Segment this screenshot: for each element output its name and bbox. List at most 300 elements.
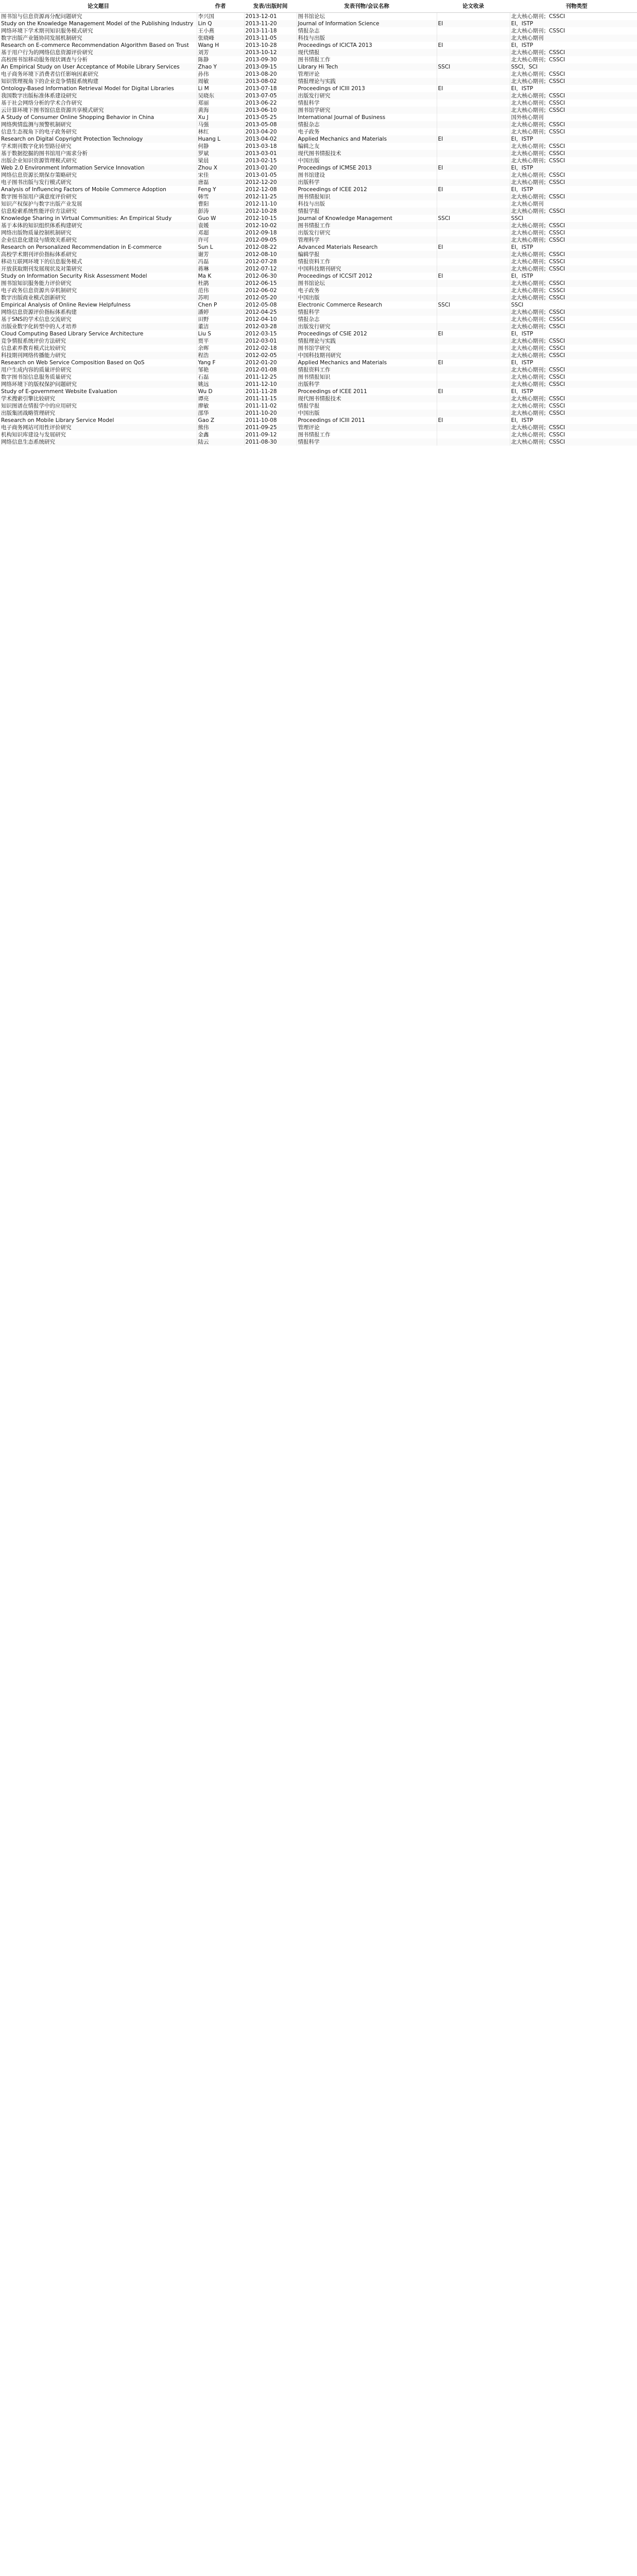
cell-index[interactable]: EI bbox=[437, 135, 510, 143]
cell-date[interactable]: 2013-09-30 bbox=[244, 56, 297, 63]
cell-venue[interactable]: 情报理论与实践 bbox=[297, 78, 437, 85]
cell-author[interactable]: Gao Z bbox=[197, 417, 244, 424]
cell-index[interactable] bbox=[437, 92, 510, 99]
cell-title[interactable]: 图书馆与信息资源再分配问题研究 bbox=[0, 13, 197, 21]
cell-venue[interactable]: 电子政务 bbox=[297, 287, 437, 294]
cell-title[interactable]: 基于本体的知识组织体系构建研究 bbox=[0, 222, 197, 229]
table-row[interactable] bbox=[0, 251, 637, 258]
cell-date[interactable]: 2012-06-15 bbox=[244, 280, 297, 287]
cell-title[interactable]: 出版业数字化转型中的人才培养 bbox=[0, 323, 197, 330]
cell-date[interactable]: 2013-03-01 bbox=[244, 150, 297, 157]
cell-index[interactable] bbox=[437, 287, 510, 294]
cell-type[interactable]: 北大核心期刊；CSSCI bbox=[510, 208, 637, 215]
cell-date[interactable]: 2012-01-20 bbox=[244, 359, 297, 366]
cell-venue[interactable]: Proceedings of ICMSE 2013 bbox=[297, 164, 437, 172]
cell-index[interactable] bbox=[437, 402, 510, 410]
cell-type[interactable]: 北大核心期刊；CSSCI bbox=[510, 49, 637, 56]
cell-venue[interactable]: 情报科学 bbox=[297, 309, 437, 316]
cell-venue[interactable]: Journal of Knowledge Management bbox=[297, 215, 437, 222]
header-title[interactable]: 论文题目 bbox=[0, 0, 197, 13]
table-row[interactable] bbox=[0, 107, 637, 114]
table-row[interactable] bbox=[0, 388, 637, 395]
cell-date[interactable]: 2012-04-10 bbox=[244, 316, 297, 323]
table-row[interactable] bbox=[0, 42, 637, 49]
cell-title[interactable]: 学术期刊数字化转型路径研究 bbox=[0, 143, 197, 150]
cell-date[interactable]: 2012-07-28 bbox=[244, 258, 297, 265]
table-row[interactable] bbox=[0, 128, 637, 135]
cell-index[interactable] bbox=[437, 352, 510, 359]
cell-index[interactable]: EI bbox=[437, 186, 510, 193]
table-row[interactable] bbox=[0, 222, 637, 229]
cell-author[interactable]: 谭亮 bbox=[197, 395, 244, 402]
cell-author[interactable]: Guo W bbox=[197, 215, 244, 222]
cell-type[interactable]: 北大核心期刊 bbox=[510, 200, 637, 208]
cell-author[interactable]: 曹阳 bbox=[197, 200, 244, 208]
table-row[interactable] bbox=[0, 49, 637, 56]
table-row[interactable] bbox=[0, 35, 637, 42]
cell-author[interactable]: 谢芳 bbox=[197, 251, 244, 258]
cell-index[interactable]: EI bbox=[437, 388, 510, 395]
table-row[interactable] bbox=[0, 85, 637, 92]
cell-title[interactable]: Ontology-Based Information Retrieval Model for Digital Libraries bbox=[0, 85, 197, 92]
cell-venue[interactable]: 科技与出版 bbox=[297, 200, 437, 208]
cell-index[interactable] bbox=[437, 157, 510, 164]
cell-index[interactable] bbox=[437, 316, 510, 323]
cell-type[interactable]: EI，ISTP bbox=[510, 388, 637, 395]
cell-type[interactable]: 北大核心期刊；CSSCI bbox=[510, 431, 637, 438]
cell-author[interactable]: 王小燕 bbox=[197, 27, 244, 35]
cell-author[interactable]: 潘婷 bbox=[197, 309, 244, 316]
cell-author[interactable]: 冯磊 bbox=[197, 258, 244, 265]
cell-date[interactable]: 2012-06-30 bbox=[244, 273, 297, 280]
header-author[interactable]: 作者 bbox=[197, 0, 244, 13]
cell-author[interactable]: 姚远 bbox=[197, 381, 244, 388]
cell-index[interactable] bbox=[437, 27, 510, 35]
cell-author[interactable]: 邵华 bbox=[197, 410, 244, 417]
cell-index[interactable] bbox=[437, 309, 510, 316]
cell-index[interactable]: EI bbox=[437, 164, 510, 172]
cell-author[interactable]: Wang H bbox=[197, 42, 244, 49]
cell-author[interactable]: 田野 bbox=[197, 316, 244, 323]
cell-index[interactable] bbox=[437, 114, 510, 121]
cell-author[interactable]: 周敏 bbox=[197, 78, 244, 85]
cell-author[interactable]: 余晖 bbox=[197, 345, 244, 352]
table-row[interactable] bbox=[0, 402, 637, 410]
cell-venue[interactable]: Applied Mechanics and Materials bbox=[297, 359, 437, 366]
cell-venue[interactable]: Proceedings of ICIII 2013 bbox=[297, 85, 437, 92]
cell-title[interactable]: Web 2.0 Environment Information Service Innovation bbox=[0, 164, 197, 172]
cell-date[interactable]: 2011-11-15 bbox=[244, 395, 297, 402]
cell-date[interactable]: 2011-11-02 bbox=[244, 402, 297, 410]
cell-type[interactable]: 北大核心期刊；CSSCI bbox=[510, 236, 637, 244]
cell-title[interactable]: 知识图谱在情报学中的应用研究 bbox=[0, 402, 197, 410]
cell-title[interactable]: Research on Personalized Recommendation in E-commerce bbox=[0, 244, 197, 251]
cell-date[interactable]: 2013-07-05 bbox=[244, 92, 297, 99]
cell-date[interactable]: 2011-12-25 bbox=[244, 374, 297, 381]
cell-author[interactable]: 蒋琳 bbox=[197, 265, 244, 273]
cell-title[interactable]: 信息检索系统性能评价方法研究 bbox=[0, 208, 197, 215]
table-row[interactable] bbox=[0, 337, 637, 345]
cell-date[interactable]: 2013-04-02 bbox=[244, 135, 297, 143]
cell-title[interactable]: 科技期刊网络传播能力研究 bbox=[0, 352, 197, 359]
table-row[interactable] bbox=[0, 345, 637, 352]
cell-type[interactable]: EI，ISTP bbox=[510, 20, 637, 27]
cell-title[interactable]: 用户生成内容的质量评价研究 bbox=[0, 366, 197, 374]
cell-author[interactable]: 范伟 bbox=[197, 287, 244, 294]
cell-title[interactable]: A Study of Consumer Online Shopping Behavior in China bbox=[0, 114, 197, 121]
cell-index[interactable] bbox=[437, 128, 510, 135]
cell-type[interactable]: 北大核心期刊；CSSCI bbox=[510, 381, 637, 388]
cell-venue[interactable]: Proceedings of CSIE 2012 bbox=[297, 330, 437, 337]
cell-venue[interactable]: 现代图书情报技术 bbox=[297, 395, 437, 402]
cell-author[interactable]: Sun L bbox=[197, 244, 244, 251]
cell-author[interactable]: Chen P bbox=[197, 301, 244, 309]
cell-type[interactable]: 北大核心期刊；CSSCI bbox=[510, 128, 637, 135]
table-row[interactable] bbox=[0, 200, 637, 208]
cell-title[interactable]: 云计算环境下图书馆信息资源共享模式研究 bbox=[0, 107, 197, 114]
cell-index[interactable] bbox=[437, 229, 510, 236]
cell-title[interactable]: 知识产权保护与数字出版产业发展 bbox=[0, 200, 197, 208]
table-row[interactable] bbox=[0, 431, 637, 438]
cell-title[interactable]: 基于用户行为的网络信息资源评价研究 bbox=[0, 49, 197, 56]
cell-venue[interactable]: Journal of Information Science bbox=[297, 20, 437, 27]
cell-date[interactable]: 2012-11-10 bbox=[244, 200, 297, 208]
cell-author[interactable]: 邹艳 bbox=[197, 366, 244, 374]
cell-type[interactable]: SSCI，SCI bbox=[510, 63, 637, 71]
cell-title[interactable]: 数字图书馆用户满意度评价研究 bbox=[0, 193, 197, 200]
cell-author[interactable]: 邓超 bbox=[197, 229, 244, 236]
table-row[interactable] bbox=[0, 258, 637, 265]
cell-venue[interactable]: 情报杂志 bbox=[297, 27, 437, 35]
cell-date[interactable]: 2013-12-01 bbox=[244, 13, 297, 21]
header-venue[interactable]: 发表刊物/会议名称 bbox=[297, 0, 437, 13]
table-row[interactable] bbox=[0, 374, 637, 381]
cell-venue[interactable]: 情报资料工作 bbox=[297, 366, 437, 374]
cell-index[interactable]: SSCI bbox=[437, 301, 510, 309]
cell-venue[interactable]: Applied Mechanics and Materials bbox=[297, 135, 437, 143]
cell-venue[interactable]: 图书情报知识 bbox=[297, 193, 437, 200]
cell-type[interactable]: 北大核心期刊；CSSCI bbox=[510, 280, 637, 287]
table-row[interactable] bbox=[0, 410, 637, 417]
cell-date[interactable]: 2013-05-08 bbox=[244, 121, 297, 128]
cell-type[interactable]: 北大核心期刊；CSSCI bbox=[510, 157, 637, 164]
cell-author[interactable]: 吴晓东 bbox=[197, 92, 244, 99]
cell-venue[interactable]: Library Hi Tech bbox=[297, 63, 437, 71]
cell-type[interactable]: EI，ISTP bbox=[510, 417, 637, 424]
cell-title[interactable]: An Empirical Study on User Acceptance of Mobile Library Services bbox=[0, 63, 197, 71]
cell-date[interactable]: 2012-08-10 bbox=[244, 251, 297, 258]
cell-title[interactable]: 基于社会网络分析的学术合作研究 bbox=[0, 99, 197, 107]
cell-type[interactable]: 北大核心期刊；CSSCI bbox=[510, 438, 637, 446]
cell-index[interactable] bbox=[437, 200, 510, 208]
cell-title[interactable]: Research on Mobile Library Service Model bbox=[0, 417, 197, 424]
cell-venue[interactable]: 情报资料工作 bbox=[297, 258, 437, 265]
table-row[interactable] bbox=[0, 179, 637, 186]
cell-title[interactable]: 出版集团战略管理研究 bbox=[0, 410, 197, 417]
cell-author[interactable]: 苏明 bbox=[197, 294, 244, 301]
cell-author[interactable]: Feng Y bbox=[197, 186, 244, 193]
cell-type[interactable]: EI，ISTP bbox=[510, 244, 637, 251]
cell-title[interactable]: Research on Digital Copyright Protection Technology bbox=[0, 135, 197, 143]
cell-type[interactable]: 北大核心期刊；CSSCI bbox=[510, 309, 637, 316]
cell-venue[interactable]: Proceedings of ICCSIT 2012 bbox=[297, 273, 437, 280]
cell-type[interactable]: 北大核心期刊；CSSCI bbox=[510, 193, 637, 200]
cell-venue[interactable]: Proceedings of ICEE 2012 bbox=[297, 186, 437, 193]
cell-author[interactable]: 刘芳 bbox=[197, 49, 244, 56]
cell-index[interactable] bbox=[437, 99, 510, 107]
cell-type[interactable]: 北大核心期刊；CSSCI bbox=[510, 337, 637, 345]
cell-type[interactable]: 北大核心期刊；CSSCI bbox=[510, 265, 637, 273]
cell-date[interactable]: 2013-08-20 bbox=[244, 71, 297, 78]
cell-author[interactable]: 彭涛 bbox=[197, 208, 244, 215]
cell-index[interactable] bbox=[437, 236, 510, 244]
cell-type[interactable]: 北大核心期刊；CSSCI bbox=[510, 229, 637, 236]
cell-type[interactable]: 北大核心期刊；CSSCI bbox=[510, 294, 637, 301]
cell-index[interactable] bbox=[437, 345, 510, 352]
cell-author[interactable]: 宋佳 bbox=[197, 172, 244, 179]
cell-index[interactable]: EI bbox=[437, 244, 510, 251]
cell-title[interactable]: 学术搜索引擎比较研究 bbox=[0, 395, 197, 402]
cell-date[interactable]: 2012-09-18 bbox=[244, 229, 297, 236]
cell-date[interactable]: 2013-11-05 bbox=[244, 35, 297, 42]
cell-venue[interactable]: 管理评论 bbox=[297, 71, 437, 78]
cell-index[interactable]: EI bbox=[437, 359, 510, 366]
cell-type[interactable]: 北大核心期刊；CSSCI bbox=[510, 251, 637, 258]
cell-venue[interactable]: 情报学报 bbox=[297, 402, 437, 410]
table-row[interactable] bbox=[0, 280, 637, 287]
cell-venue[interactable]: 中国科技期刊研究 bbox=[297, 352, 437, 359]
cell-venue[interactable]: 图书馆论坛 bbox=[297, 280, 437, 287]
header-index[interactable]: 论文收录 bbox=[437, 0, 510, 13]
cell-venue[interactable]: 图书馆学研究 bbox=[297, 107, 437, 114]
cell-venue[interactable]: 电子政务 bbox=[297, 128, 437, 135]
cell-author[interactable]: Lin Q bbox=[197, 20, 244, 27]
cell-date[interactable]: 2013-10-12 bbox=[244, 49, 297, 56]
cell-author[interactable]: 韩雪 bbox=[197, 193, 244, 200]
cell-venue[interactable]: 中国出版 bbox=[297, 294, 437, 301]
cell-date[interactable]: 2013-04-20 bbox=[244, 128, 297, 135]
cell-venue[interactable]: 图书情报工作 bbox=[297, 56, 437, 63]
cell-type[interactable]: 北大核心期刊；CSSCI bbox=[510, 78, 637, 85]
table-row[interactable] bbox=[0, 99, 637, 107]
cell-title[interactable]: 移动互联网环境下的信息服务模式 bbox=[0, 258, 197, 265]
cell-title[interactable]: Study on Information Security Risk Assessment Model bbox=[0, 273, 197, 280]
cell-index[interactable] bbox=[437, 143, 510, 150]
cell-author[interactable]: Ma K bbox=[197, 273, 244, 280]
cell-date[interactable]: 2012-10-28 bbox=[244, 208, 297, 215]
cell-title[interactable]: Empirical Analysis of Online Review Helpfulness bbox=[0, 301, 197, 309]
cell-index[interactable] bbox=[437, 323, 510, 330]
cell-author[interactable]: Zhao Y bbox=[197, 63, 244, 71]
table-row[interactable] bbox=[0, 13, 637, 21]
cell-type[interactable]: SSCI bbox=[510, 301, 637, 309]
cell-author[interactable]: 袁媛 bbox=[197, 222, 244, 229]
table-row[interactable] bbox=[0, 316, 637, 323]
table-row[interactable] bbox=[0, 330, 637, 337]
table-row[interactable] bbox=[0, 20, 637, 27]
cell-index[interactable] bbox=[437, 78, 510, 85]
cell-type[interactable]: 北大核心期刊；CSSCI bbox=[510, 410, 637, 417]
cell-title[interactable]: 电子商务网站可用性评价研究 bbox=[0, 424, 197, 431]
cell-index[interactable]: EI bbox=[437, 42, 510, 49]
table-row[interactable] bbox=[0, 164, 637, 172]
cell-index[interactable] bbox=[437, 35, 510, 42]
table-row[interactable] bbox=[0, 323, 637, 330]
cell-type[interactable]: EI，ISTP bbox=[510, 359, 637, 366]
cell-index[interactable] bbox=[437, 121, 510, 128]
table-row[interactable] bbox=[0, 150, 637, 157]
cell-title[interactable]: 基于SNS的学术信息交流研究 bbox=[0, 316, 197, 323]
cell-venue[interactable]: Advanced Materials Research bbox=[297, 244, 437, 251]
cell-author[interactable]: 陈静 bbox=[197, 56, 244, 63]
table-row[interactable] bbox=[0, 78, 637, 85]
cell-date[interactable]: 2013-01-05 bbox=[244, 172, 297, 179]
cell-date[interactable]: 2013-08-02 bbox=[244, 78, 297, 85]
cell-venue[interactable]: 管理科学 bbox=[297, 236, 437, 244]
cell-type[interactable]: 北大核心期刊；CSSCI bbox=[510, 287, 637, 294]
cell-index[interactable] bbox=[437, 49, 510, 56]
cell-date[interactable]: 2011-09-12 bbox=[244, 431, 297, 438]
cell-author[interactable]: 郑丽 bbox=[197, 99, 244, 107]
cell-venue[interactable]: 出版科学 bbox=[297, 381, 437, 388]
cell-type[interactable]: 北大核心期刊；CSSCI bbox=[510, 179, 637, 186]
cell-index[interactable] bbox=[437, 366, 510, 374]
cell-author[interactable]: 孙伟 bbox=[197, 71, 244, 78]
table-row[interactable] bbox=[0, 186, 637, 193]
table-row[interactable] bbox=[0, 244, 637, 251]
cell-type[interactable]: 北大核心期刊；CSSCI bbox=[510, 107, 637, 114]
cell-type[interactable]: EI，ISTP bbox=[510, 85, 637, 92]
cell-title[interactable]: 高校图书馆移动服务现状调查与分析 bbox=[0, 56, 197, 63]
cell-venue[interactable]: 图书情报工作 bbox=[297, 222, 437, 229]
cell-index[interactable] bbox=[437, 172, 510, 179]
cell-date[interactable]: 2012-02-05 bbox=[244, 352, 297, 359]
cell-title[interactable]: Study of E-government Website Evaluation bbox=[0, 388, 197, 395]
table-row[interactable] bbox=[0, 135, 637, 143]
cell-title[interactable]: 竞争情报系统评价方法研究 bbox=[0, 337, 197, 345]
cell-venue[interactable]: 编辑学报 bbox=[297, 251, 437, 258]
cell-date[interactable]: 2012-10-15 bbox=[244, 215, 297, 222]
cell-author[interactable]: 张晓峰 bbox=[197, 35, 244, 42]
table-row[interactable] bbox=[0, 215, 637, 222]
cell-index[interactable] bbox=[437, 280, 510, 287]
cell-title[interactable]: 知识管理视角下的企业竞争情报系统构建 bbox=[0, 78, 197, 85]
cell-date[interactable]: 2013-10-28 bbox=[244, 42, 297, 49]
cell-author[interactable]: Liu S bbox=[197, 330, 244, 337]
cell-title[interactable]: 网络舆情监测与预警机制研究 bbox=[0, 121, 197, 128]
table-row[interactable] bbox=[0, 71, 637, 78]
cell-type[interactable]: 北大核心期刊；CSSCI bbox=[510, 143, 637, 150]
cell-venue[interactable]: 情报科学 bbox=[297, 438, 437, 446]
cell-author[interactable]: 黄海 bbox=[197, 107, 244, 114]
cell-index[interactable] bbox=[437, 193, 510, 200]
cell-title[interactable]: Research on Web Service Composition Based on QoS bbox=[0, 359, 197, 366]
cell-title[interactable]: Analysis of Influencing Factors of Mobile Commerce Adoption bbox=[0, 186, 197, 193]
cell-venue[interactable]: 中国科技期刊研究 bbox=[297, 265, 437, 273]
cell-author[interactable]: Zhou X bbox=[197, 164, 244, 172]
cell-type[interactable]: 北大核心期刊；CSSCI bbox=[510, 172, 637, 179]
cell-date[interactable]: 2013-01-20 bbox=[244, 164, 297, 172]
header-type[interactable]: 刊物类型 bbox=[510, 0, 637, 13]
cell-author[interactable]: Wu D bbox=[197, 388, 244, 395]
cell-title[interactable]: 电子政务信息资源共享机制研究 bbox=[0, 287, 197, 294]
cell-index[interactable] bbox=[437, 208, 510, 215]
cell-date[interactable]: 2011-08-30 bbox=[244, 438, 297, 446]
table-row[interactable] bbox=[0, 265, 637, 273]
table-row[interactable] bbox=[0, 438, 637, 446]
cell-type[interactable]: 北大核心期刊；CSSCI bbox=[510, 424, 637, 431]
cell-title[interactable]: 数字图书馆信息服务质量研究 bbox=[0, 374, 197, 381]
cell-venue[interactable]: 图书馆论坛 bbox=[297, 13, 437, 21]
cell-venue[interactable]: 中国出版 bbox=[297, 157, 437, 164]
cell-index[interactable] bbox=[437, 265, 510, 273]
cell-author[interactable]: 董洁 bbox=[197, 323, 244, 330]
cell-venue[interactable]: Proceedings of ICEE 2011 bbox=[297, 388, 437, 395]
cell-type[interactable]: 北大核心期刊；CSSCI bbox=[510, 92, 637, 99]
cell-index[interactable]: EI bbox=[437, 330, 510, 337]
table-row[interactable] bbox=[0, 301, 637, 309]
cell-date[interactable]: 2013-03-18 bbox=[244, 143, 297, 150]
cell-index[interactable] bbox=[437, 179, 510, 186]
cell-type[interactable]: 北大核心期刊；CSSCI bbox=[510, 71, 637, 78]
cell-date[interactable]: 2013-06-22 bbox=[244, 99, 297, 107]
cell-index[interactable] bbox=[437, 71, 510, 78]
cell-venue[interactable]: 情报学报 bbox=[297, 208, 437, 215]
cell-index[interactable]: EI bbox=[437, 273, 510, 280]
cell-author[interactable]: 梁晨 bbox=[197, 157, 244, 164]
table-row[interactable] bbox=[0, 287, 637, 294]
cell-venue[interactable]: 现代情报 bbox=[297, 49, 437, 56]
cell-date[interactable]: 2012-05-20 bbox=[244, 294, 297, 301]
table-row[interactable] bbox=[0, 56, 637, 63]
table-row[interactable] bbox=[0, 229, 637, 236]
cell-date[interactable]: 2012-04-25 bbox=[244, 309, 297, 316]
cell-venue[interactable]: 情报杂志 bbox=[297, 121, 437, 128]
cell-date[interactable]: 2013-11-20 bbox=[244, 20, 297, 27]
cell-title[interactable]: 网络环境下学术期刊知识服务模式研究 bbox=[0, 27, 197, 35]
cell-index[interactable]: EI bbox=[437, 417, 510, 424]
cell-date[interactable]: 2011-11-28 bbox=[244, 388, 297, 395]
cell-type[interactable]: 北大核心期刊；CSSCI bbox=[510, 374, 637, 381]
cell-date[interactable]: 2012-05-08 bbox=[244, 301, 297, 309]
cell-type[interactable]: EI，ISTP bbox=[510, 42, 637, 49]
cell-date[interactable]: 2011-12-10 bbox=[244, 381, 297, 388]
cell-date[interactable]: 2012-11-25 bbox=[244, 193, 297, 200]
cell-title[interactable]: 机构知识库建设与发展研究 bbox=[0, 431, 197, 438]
cell-date[interactable]: 2012-01-08 bbox=[244, 366, 297, 374]
cell-type[interactable]: 北大核心期刊；CSSCI bbox=[510, 345, 637, 352]
cell-title[interactable]: 网络信息资源长期保存策略研究 bbox=[0, 172, 197, 179]
cell-type[interactable]: 国外核心期刊 bbox=[510, 114, 637, 121]
cell-title[interactable]: 网络信息生态系统研究 bbox=[0, 438, 197, 446]
table-row[interactable] bbox=[0, 63, 637, 71]
cell-index[interactable] bbox=[437, 56, 510, 63]
table-row[interactable] bbox=[0, 366, 637, 374]
cell-venue[interactable]: 图书馆建设 bbox=[297, 172, 437, 179]
cell-date[interactable]: 2012-12-08 bbox=[244, 186, 297, 193]
cell-date[interactable]: 2011-09-25 bbox=[244, 424, 297, 431]
cell-index[interactable]: EI bbox=[437, 20, 510, 27]
table-row[interactable] bbox=[0, 395, 637, 402]
cell-title[interactable]: 我国数字出版标准体系建设研究 bbox=[0, 92, 197, 99]
table-row[interactable] bbox=[0, 236, 637, 244]
cell-venue[interactable]: 科技与出版 bbox=[297, 35, 437, 42]
cell-type[interactable]: SSCI bbox=[510, 215, 637, 222]
table-row[interactable] bbox=[0, 27, 637, 35]
table-row[interactable] bbox=[0, 143, 637, 150]
cell-index[interactable] bbox=[437, 337, 510, 345]
table-row[interactable] bbox=[0, 172, 637, 179]
